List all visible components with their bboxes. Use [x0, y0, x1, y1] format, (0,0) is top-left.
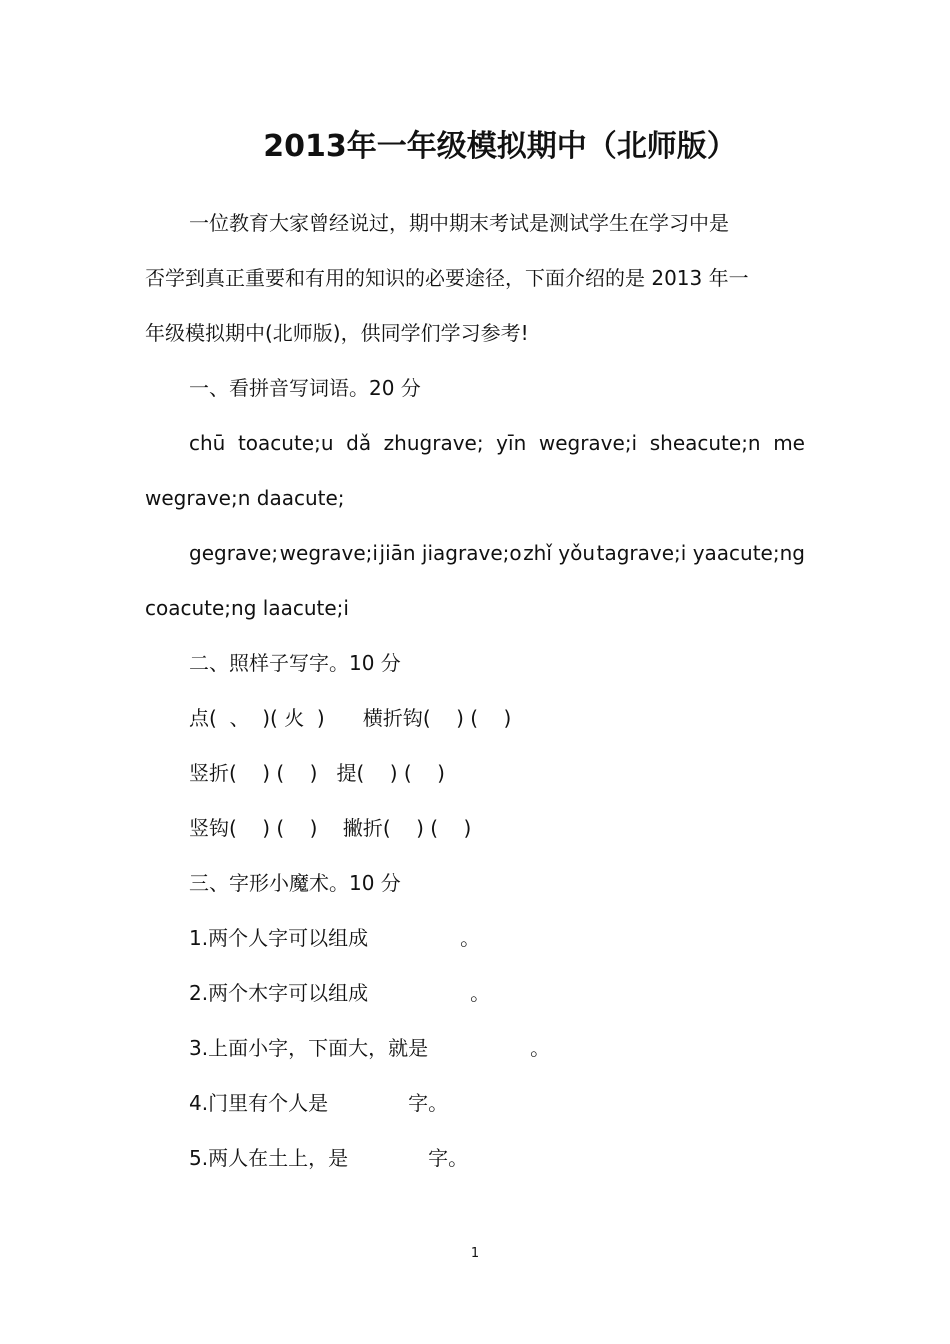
question-2 [145, 970, 805, 1025]
pinyin-item: toacute;u [237, 431, 334, 455]
question-1 [145, 915, 805, 970]
question-end: 字。 [428, 1146, 469, 1170]
pinyin-row-2 [145, 530, 805, 585]
pinyin-item: yīn [496, 431, 527, 455]
pinyin-item: gegrave; [189, 541, 279, 565]
question-end: 。 [530, 1036, 551, 1060]
intro-line-2: 否学到真正重要和有用的知识的必要途径，下面介绍的是 2013 年一 [145, 266, 749, 290]
section-3-heading: 三、字形小魔术。10 分 [189, 871, 401, 895]
intro-line-1: 一位教育大家曾经说过，期中期末考试是测试学生在学习中是 [189, 211, 729, 235]
section-2-heading: 二、照样子写字。10 分 [189, 651, 401, 675]
question-text: 4.门里有个人是 [189, 1091, 329, 1115]
page-number: 1 [470, 1246, 480, 1261]
page-title: 2013年一年级模拟期中（北师版） [263, 129, 737, 164]
stroke-row-2: 竖折( ) ( ) 提( ) ( ) [189, 761, 445, 785]
pinyin-item: jiān jiagrave;o [379, 541, 522, 565]
stroke-row-1: 点( 、 )( 火 ) 横折钩( ) ( ) [189, 706, 512, 730]
pinyin-item: zhǐ yǒu [523, 541, 596, 565]
document-body [145, 200, 805, 1190]
pinyin-item: me [773, 431, 805, 455]
pinyin-row-2-continued: coacute;ng laacute;i [145, 596, 349, 620]
pinyin-row-1-continued: wegrave;n daacute; [145, 486, 345, 510]
question-text: 5.两人在土上，是 [189, 1146, 349, 1170]
pinyin-item: sheacute;n [649, 431, 761, 455]
pinyin-item: tagrave;i yaacute;ng [596, 541, 805, 565]
question-end: 。 [460, 926, 481, 950]
section-1-heading: 一、看拼音写词语。20 分 [189, 376, 421, 400]
intro-line-3: 年级模拟期中(北师版)，供同学们学习参考! [145, 321, 529, 345]
pinyin-item: chū [189, 431, 226, 455]
question-text: 2.两个木字可以组成 [189, 981, 369, 1005]
stroke-row-3: 竖钩( ) ( ) 撇折( ) ( ) [189, 816, 472, 840]
pinyin-item: dǎ [346, 431, 372, 455]
question-5 [145, 1135, 805, 1190]
question-4 [145, 1080, 805, 1135]
pinyin-item: zhugrave; [383, 431, 484, 455]
question-3 [145, 1025, 805, 1080]
pinyin-row-1 [145, 420, 805, 475]
question-end: 字。 [408, 1091, 449, 1115]
question-end: 。 [470, 981, 491, 1005]
pinyin-item: wegrave;i [279, 541, 378, 565]
question-text: 1.两个人字可以组成 [189, 926, 369, 950]
pinyin-item: wegrave;i [538, 431, 638, 455]
question-text: 3.上面小字，下面大，就是 [189, 1036, 429, 1060]
